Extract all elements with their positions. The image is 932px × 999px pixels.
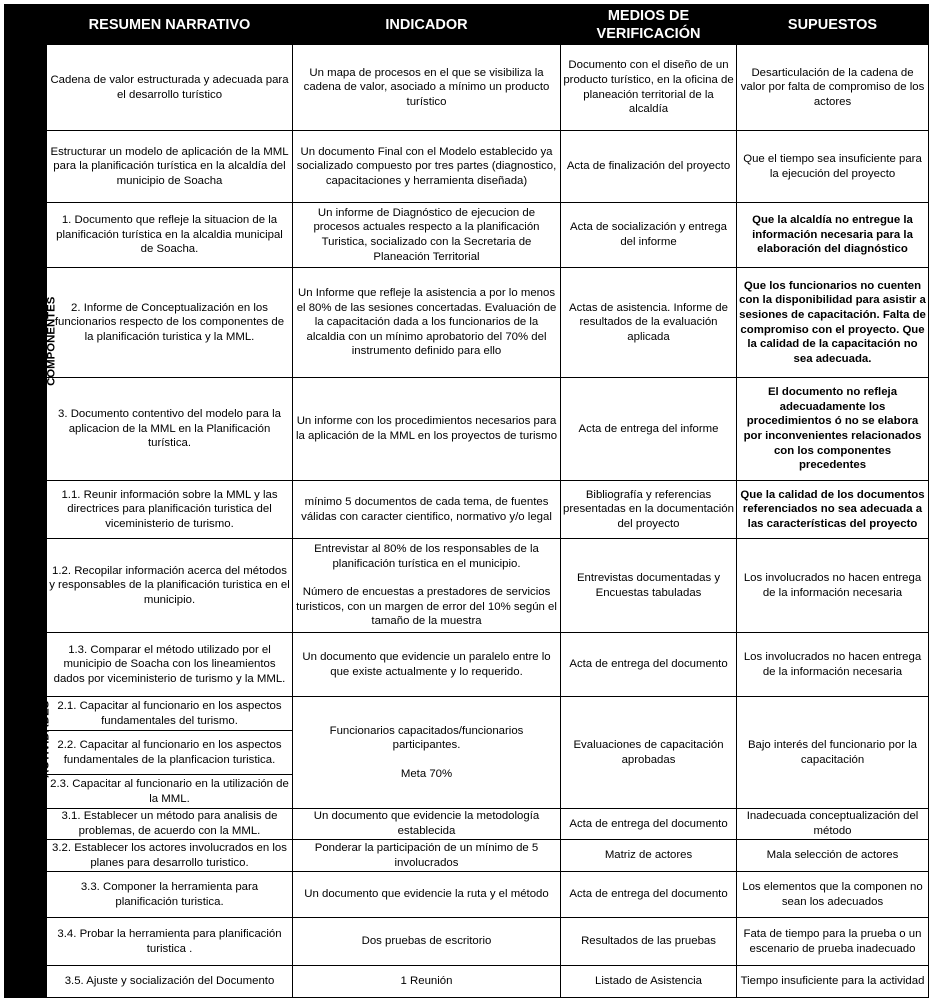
row-actividad-3-5: [5, 966, 929, 998]
row-actividad-3-2: [5, 840, 929, 872]
act35-resumen: 3.5. Ajuste y socialización del Documento: [47, 966, 293, 998]
act22-resumen: 2.2. Capacitar al funcionario en los aspectos fundamentales de la planficacion turistica.: [47, 731, 293, 775]
finalidad-indicador: Un mapa de procesos en el que se visibiliza la cadena de valor, asociado a mínimo un producto turístico: [293, 45, 561, 131]
act12-indicador: [293, 539, 561, 633]
comp2-supuestos: Que los funcionarios no cuenten con la disponibilidad para asistir a sesiones de capacitación. Falta de compromiso con el proyecto. Que la calidad de la capacitación no sea adecuada.: [737, 268, 929, 378]
act33-indicador: Un documento que evidencie la ruta y el método: [293, 872, 561, 918]
act34-resumen: 3.4. Probar la herramienta para planificación turistica .: [47, 918, 293, 966]
act21-resumen: 2.1. Capacitar al funcionario en los aspectos fundamentales del turismo.: [47, 697, 293, 731]
act31-indicador: Un documento que evidencie la metodología establecida: [293, 809, 561, 840]
act33-supuestos: Los elementos que la componen no sean los adecuados: [737, 872, 929, 918]
act11-indicador: mínimo 5 documentos de cada tema, de fuentes válidas con caracter cientifico, normativo y/o legal: [293, 481, 561, 539]
header-supuestos: SUPUESTOS: [737, 5, 929, 45]
comp2-medios: Actas de asistencia. Informe de resultados de la evaluación aplicada: [561, 268, 737, 378]
section-label-actividades: ACTIVIDADES: [5, 481, 47, 998]
act13-supuestos: Los involucrados no hacen entrega de la información necesaria: [737, 633, 929, 697]
finalidad-medios: Documento con el diseño de un producto turístico, en la oficina de planeación territorial de la alcaldía: [561, 45, 737, 131]
header-medios-line2: VERIFICACIÓN: [596, 25, 701, 42]
act33-medios: Acta de entrega del documento: [561, 872, 737, 918]
act12-indicador-entrevistas: Entrevistar al 80% de los responsables de la planificación turística en el municipio.: [314, 543, 539, 570]
header-resumen-narrativo: RESUMEN NARRATIVO: [47, 5, 293, 45]
act13-resumen: 1.3. Comparar el método utilizado por el municipio de Soacha con los lineamientos dados por viceministerio de turismo y la MML.: [47, 633, 293, 697]
act32-resumen: 3.2. Establecer los actores involucrados en los planes para desarrollo turistico.: [47, 840, 293, 872]
act2-indicador-ratio: Funcionarios capacitados/funcionarios participantes.: [329, 724, 524, 752]
act2-indicador-meta: Meta 70%: [400, 767, 453, 780]
row-finalidad: [5, 45, 929, 131]
row-actividad-3-4: [5, 918, 929, 966]
row-actividad-1-1: [5, 481, 929, 539]
act31-supuestos: Inadecuada conceptualización del método: [737, 809, 929, 840]
act32-medios: Matriz de actores: [561, 840, 737, 872]
act23-resumen: 2.3. Capacitar al funcionario en la utilización de la MML.: [47, 775, 293, 809]
row-actividad-3-3: [5, 872, 929, 918]
act12-indicador-encuestas: Número de encuestas a prestadores de servicios turisticos, con un margen de error del 10% según el tamaño de la muestra: [296, 586, 557, 628]
act35-indicador: 1 Reunión: [293, 966, 561, 998]
objetivo-indicador: Un documento Final con el Modelo establecido ya socializado compuesto por tres partes (diagnostico, capacitaciones y herramienta diseñada): [293, 131, 561, 203]
comp3-supuestos: El documento no refleja adecuadamente los procedimientos ó no se elabora por inconvenientes relacionados con los componentes precedentes: [737, 378, 929, 481]
act35-medios: Listado de Asistencia: [561, 966, 737, 998]
header-corner: [5, 5, 47, 45]
act2-supuestos: Bajo interés del funcionario por la capacitación: [737, 697, 929, 809]
comp3-medios: Acta de entrega del informe: [561, 378, 737, 481]
row-actividad-2-1: [5, 697, 929, 731]
row-actividad-1-2: [5, 539, 929, 633]
section-label-objetivo: OBJETIVO: [5, 131, 47, 203]
header-row: [5, 5, 929, 45]
act34-supuestos: Fata de tiempo para la prueba o un escenario de prueba inadecuado: [737, 918, 929, 966]
section-label-finalidad: FINALIDAD: [5, 45, 47, 131]
header-medios-line1: MEDIOS DE: [607, 7, 690, 24]
objetivo-supuestos: Que el tiempo sea insuficiente para la ejecución del proyecto: [737, 131, 929, 203]
act34-indicador: Dos pruebas de escritorio: [293, 918, 561, 966]
header-indicador: INDICADOR: [293, 5, 561, 45]
act35-supuestos: Tiempo insuficiente para la actividad: [737, 966, 929, 998]
comp2-indicador: Un Informe que refleje la asistencia a por lo menos el 80% de las sesiones concertadas. Evaluación de la capacitación dada a los funcionarios de la alcaldia con un mínimo aprobatorio del 70% del instrumento definido para ello: [293, 268, 561, 378]
act11-medios: Bibliografía y referencias presentadas en la documentación del proyecto: [561, 481, 737, 539]
finalidad-resumen: Cadena de valor estructurada y adecuada para el desarrollo turístico: [47, 45, 293, 131]
comp2-resumen: 2. Informe de Conceptualización en los funcionarios respecto de los componentes de la planificación turistica y la MML.: [47, 268, 293, 378]
act33-resumen: 3.3. Componer la herramienta para planificación turistica.: [47, 872, 293, 918]
finalidad-supuestos: Desarticulación de la cadena de valor por falta de compromiso de los actores: [737, 45, 929, 131]
act12-resumen: 1.2. Recopilar información acerca del métodos y responsables de la planificación turistica en el municipio.: [47, 539, 293, 633]
row-actividad-1-3: [5, 633, 929, 697]
section-label-componentes: COMPONENTES: [5, 203, 47, 481]
comp3-resumen: 3. Documento contentivo del modelo para la aplicacion de la MML en la Planificación turística.: [47, 378, 293, 481]
act11-resumen: 1.1. Reunir información sobre la MML y las directrices para planificación turistica del viceministerio de turismo.: [47, 481, 293, 539]
act2-medios: Evaluaciones de capacitación aprobadas: [561, 697, 737, 809]
act2-indicador: [293, 697, 561, 809]
act32-indicador: Ponderar la participación de un mínimo de 5 involucrados: [293, 840, 561, 872]
act13-medios: Acta de entrega del documento: [561, 633, 737, 697]
objetivo-resumen: Estructurar un modelo de aplicación de la MML para la planificación turística en la alcaldía del municipio de Soacha: [47, 131, 293, 203]
act13-indicador: Un documento que evidencie un paralelo entre lo que existe actualmente y lo requerido.: [293, 633, 561, 697]
row-componente-2: [5, 268, 929, 378]
act11-supuestos: Que la calidad de los documentos referenciados no sea adecuada a las características del proyecto: [737, 481, 929, 539]
act32-supuestos: Mala selección de actores: [737, 840, 929, 872]
row-objetivo: [5, 131, 929, 203]
comp1-indicador: Un informe de Diagnóstico de ejecucion de procesos actuales respecto a la planificación Turistica, socializado con la Secretaria de Planeación Territorial: [293, 203, 561, 268]
logical-framework-matrix: [4, 4, 929, 998]
row-componente-3: [5, 378, 929, 481]
header-medios-verificacion: [561, 5, 737, 45]
act12-medios: Entrevistas documentadas y Encuestas tabuladas: [561, 539, 737, 633]
comp1-medios: Acta de socialización y entrega del informe: [561, 203, 737, 268]
act31-resumen: 3.1. Establecer un método para analisis de problemas, de acuerdo con la MML.: [47, 809, 293, 840]
comp3-indicador: Un informe con los procedimientos necesarios para la aplicación de la MML en los proyectos de turismo: [293, 378, 561, 481]
row-componente-1: [5, 203, 929, 268]
comp1-supuestos: Que la alcaldía no entregue la información necesaria para la elaboración del diagnóstico: [737, 203, 929, 268]
row-actividad-3-1: [5, 809, 929, 840]
act34-medios: Resultados de las pruebas: [561, 918, 737, 966]
act31-medios: Acta de entrega del documento: [561, 809, 737, 840]
comp1-resumen: 1. Documento que refleje la situacion de la planificación turística en la alcaldia municipal de Soacha.: [47, 203, 293, 268]
objetivo-medios: Acta de finalización del proyecto: [561, 131, 737, 203]
act12-supuestos: Los involucrados no hacen entrega de la información necesaria: [737, 539, 929, 633]
